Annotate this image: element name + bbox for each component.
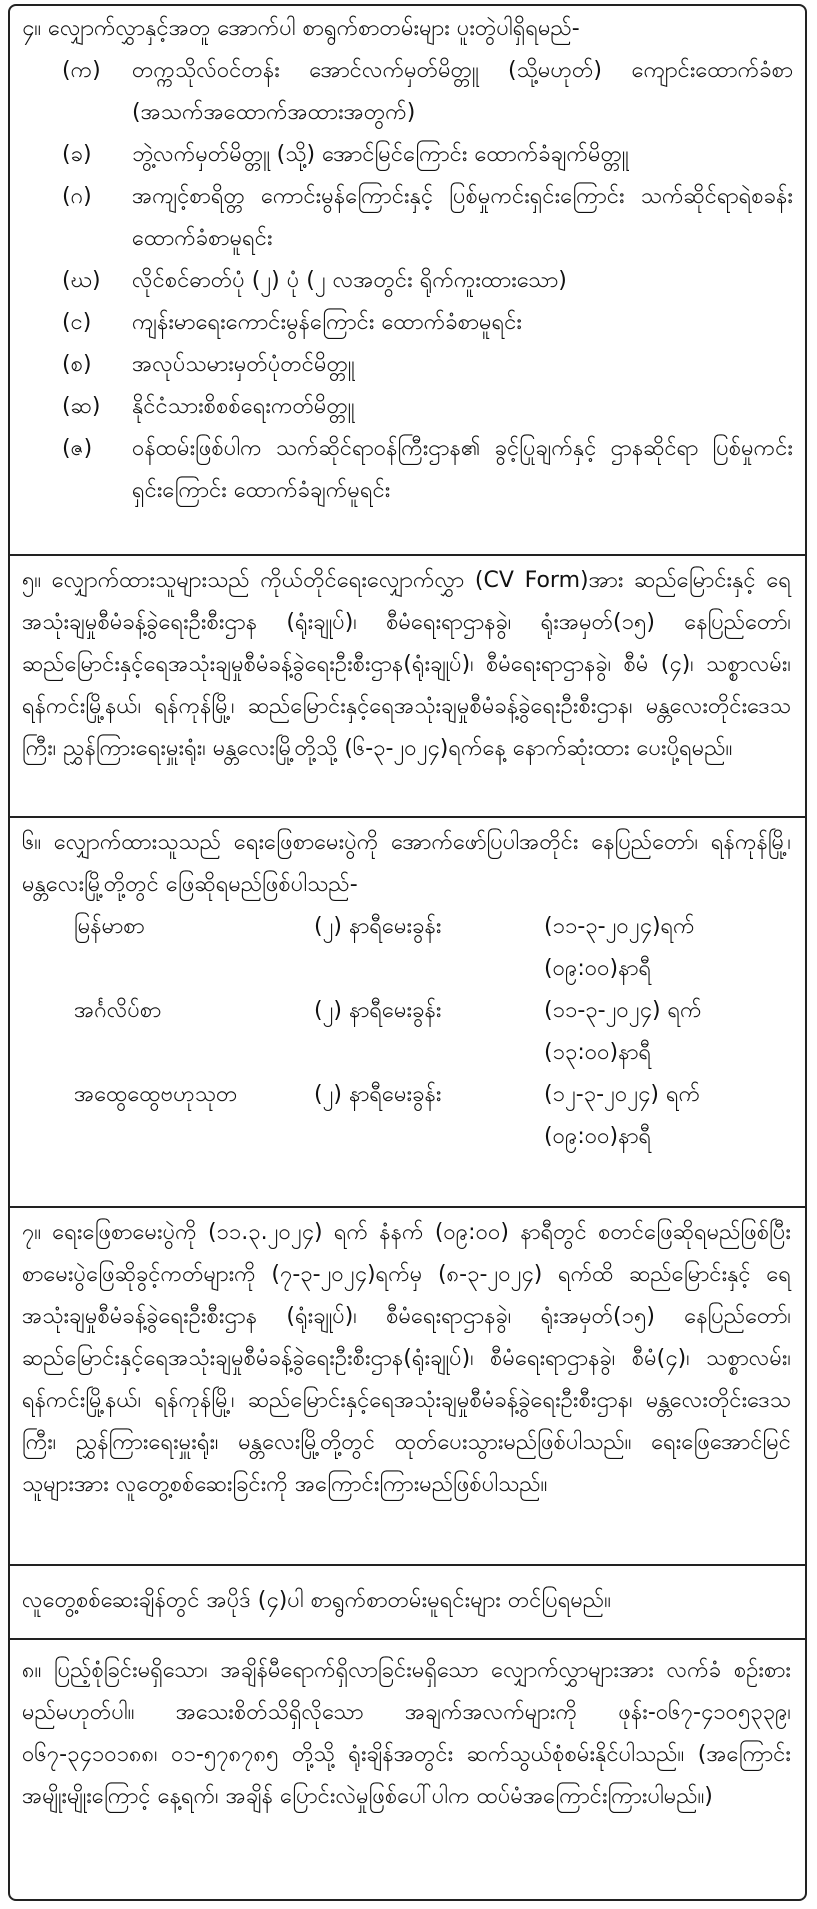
item-label: (ခ) [62,142,92,167]
exam-subject: အထွေထွေဗဟုသုတ [74,1082,238,1107]
exam-duration: (၂) နာရီမေးခွန်း [314,998,442,1023]
section-5-text: ၅။ လျှောက်ထားသူများသည် ကိုယ်တိုင်ရေးလျှောက်လွှာ (CV Form)အား ဆည်မြောင်းနှင့် ရေအသုံးချမှုစီမံခန့်ခွဲရေးဦးစီးဌာန (ရုံးချုပ်)၊ စီမံရေးရာဌာနခွဲ၊ ရုံးအမှတ်(၁၅) နေပြည်တော်၊ ဆည်မြောင်းနှင့်ရေအသုံးချမှုစီမံခန့်ခွဲရေးဦးစီးဌာန(ရုံးချုပ်)၊ စီမံရေးရာဌာနခွဲ၊ စီမံ (၄)၊ သစ္စာလမ်း၊ ရန်ကင်းမြို့နယ်၊ ရန်ကုန်မြို့၊ ဆည်မြောင်းနှင့်ရေအသုံးချမှုစီမံခန့်ခွဲရေးဦးစီးဌာန၊ မန္တလေးတိုင်းဒေသကြီး၊ ညွှန်ကြားရေးမှူးရုံး၊ မန္တလေးမြို့တို့သို့ (၆-၃-၂၀၂၄)ရက်နေ့ နောက်ဆုံးထား ပေးပို့ရမည်။ [22,568,791,761]
item-label: (ဆ) [62,394,101,419]
document-list-item [10,260,805,302]
item-text: အကျင့်စာရိတ္တ ကောင်းမွန်ကြောင်းနှင့် ပြစ်မှုကင်းရှင်းကြောင်း သက်ဆိုင်ရာရဲစခန်း ထောက်ခံစာမူရင်း [132,184,793,251]
item-label: (င) [62,310,92,335]
exam-subject: အင်္ဂလိပ်စာ [74,998,162,1023]
section-6-text: ၆။ လျှောက်ထားသူသည် ရေးဖြေစာမေးပွဲကို အောက်ဖော်ပြပါအတိုင်း နေပြည်တော်၊ ရန်ကုန်မြို့၊ မန္တလေးမြို့တို့တွင် ဖြေဆိုရမည်ဖြစ်ပါသည်- [22,830,791,897]
section-4 [10,6,805,554]
notice-frame [8,4,807,1901]
item-label: (ဇ) [62,436,93,461]
exam-date: (၁၁-၃-၂၀၂၄) ရက် [544,998,702,1023]
note-box [10,1564,805,1638]
item-text: တက္ကသိုလ်ဝင်တန်း အောင်လက်မှတ်မိတ္တူ (သို့မဟုတ်) ကျောင်းထောက်ခံစာ (အသက်အထောက်အထားအတွက်) [132,58,793,125]
exam-date: (၁၁-၃-၂၀၂၄)ရက် [544,914,695,939]
exam-time: (၁၃:၀၀)နာရီ [544,1040,652,1065]
item-text: ကျန်းမာရေးကောင်းမွန်ကြောင်း ထောက်ခံစာမူရင်း [132,310,523,335]
document-list-item [10,344,805,386]
exam-time: (၀၉:၀၀)နာရီ [544,956,652,981]
exam-subject: မြန်မာစာ [74,914,145,939]
item-label: (က) [62,58,101,83]
document-list-item [10,428,805,512]
exam-date: (၁၂-၃-၂၀၂၄) ရက် [544,1082,701,1107]
exam-duration: (၂) နာရီမေးခွန်း [314,914,442,939]
section-4-heading: ၄။ လျှောက်လွှာနှင့်အတူ အောက်ပါ စာရွက်စာတမ်းများ ပူးတွဲပါရှိရမည်- [22,16,580,41]
schedule-spacer [314,948,544,990]
exam-duration: (၂) နာရီမေးခွန်း [314,1082,442,1107]
item-text: လိုင်စင်ဓာတ်ပုံ (၂) ပုံ (၂ လအတွင်း ရိုက်ကူးထားသော) [132,268,567,293]
item-text: ဝန်ထမ်းဖြစ်ပါက သက်ဆိုင်ရာဝန်ကြီးဌာန၏ ခွင့်ပြုချက်နှင့် ဌာနဆိုင်ရာ ပြစ်မှုကင်းရှင်းကြောင်း ထောက်ခံချက်မူရင်း [132,436,793,503]
schedule-spacer [74,1116,314,1158]
exam-schedule [10,906,805,1158]
section-8 [10,1638,805,1899]
item-label: (ဂ) [62,184,92,209]
note-text: လူတွေ့စစ်ဆေးချိန်တွင် အပိုဒ် (၄)ပါ စာရွက်စာတမ်းမူရင်းများ တင်ပြရမည်။ [22,1588,611,1613]
section-5 [10,554,805,816]
schedule-spacer [74,1032,314,1074]
schedule-spacer [74,948,314,990]
section-6 [10,816,805,1206]
item-text: နိုင်ငံသားစိစစ်ရေးကတ်မိတ္တူ [132,394,355,419]
document-list-item [10,302,805,344]
item-label: (စ) [62,352,92,377]
document-list-item [10,386,805,428]
document-list-item [10,50,805,134]
section-8-text: ၈။ ပြည့်စုံခြင်းမရှိသော၊ အချိန်မီရောက်ရှိလာခြင်းမရှိသော လျှောက်လွှာများအား လက်ခံ စဉ်းစားမည်မဟုတ်ပါ။ အသေးစိတ်သိရှိလိုသော အချက်အလက်များကို ဖုန်း-၀၆၇-၄၁၀၅၃၃၉၊ ၀၆၇-၃၄၁၀၁၈၈၊ ၀၁-၅၇၈၇၈၅ တို့သို့ ရုံးချိန်အတွင်း ဆက်သွယ်စုံစမ်းနိုင်ပါသည်။ (အကြောင်းအမျိုးမျိုးကြောင့် နေ့ရက်၊ အချိန် ပြောင်းလဲမှုဖြစ်ပေါ်ပါက ထပ်မံအကြောင်းကြားပါမည်။) [22,1658,791,1809]
document-list-item [10,176,805,260]
item-text: ဘွဲ့လက်မှတ်မိတ္တူ (သို့) အောင်မြင်ကြောင်း ထောက်ခံချက်မိတ္တူ [132,142,629,167]
schedule-spacer [314,1032,544,1074]
section-7-text: ၇။ ရေးဖြေစာမေးပွဲကို (၁၁.၃.၂၀၂၄) ရက် နံနက် (၀၉:၀၀) နာရီတွင် စတင်ဖြေဆိုရမည်ဖြစ်ပြီး စာမေးပွဲဖြေဆိုခွင့်ကတ်များကို (၇-၃-၂၀၂၄)ရက်မှ (၈-၃-၂၀၂၄) ရက်ထိ ဆည်မြောင်းနှင့် ရေအသုံးချမှုစီမံခန့်ခွဲရေးဦးစီးဌာန (ရုံးချုပ်)၊ စီမံရေးရာဌာနခွဲ၊ ရုံးအမှတ်(၁၅) နေပြည်တော်၊ ဆည်မြောင်းနှင့်ရေအသုံးချမှုစီမံခန့်ခွဲရေးဦးစီးဌာန(ရုံးချုပ်)၊ စီမံရေးရာဌာနခွဲ၊ စီမံ(၄)၊ သစ္စာလမ်း၊ ရန်ကင်းမြို့နယ်၊ ရန်ကုန်မြို့၊ ဆည်မြောင်းနှင့်ရေအသုံးချမှုစီမံခန့်ခွဲရေးဦးစီးဌာန၊ မန္တလေးတိုင်းဒေသကြီး၊ ညွှန်ကြားရေးမှူးရုံး၊ မန္တလေးမြို့တို့တွင် ထုတ်ပေးသွားမည်ဖြစ်ပါသည်။ ရေးဖြေအောင်မြင်သူများအား လူတွေ့စစ်ဆေးခြင်းကို အကြောင်းကြားမည်ဖြစ်ပါသည်။ [22,1220,791,1497]
document-list-item [10,134,805,176]
item-text: အလုပ်သမားမှတ်ပုံတင်မိတ္တူ [132,352,355,377]
schedule-spacer [314,1116,544,1158]
exam-time: (၀၉:၀၀)နာရီ [544,1124,652,1149]
section-7 [10,1206,805,1564]
item-label: (ဃ) [62,268,101,293]
document-list [10,50,805,512]
